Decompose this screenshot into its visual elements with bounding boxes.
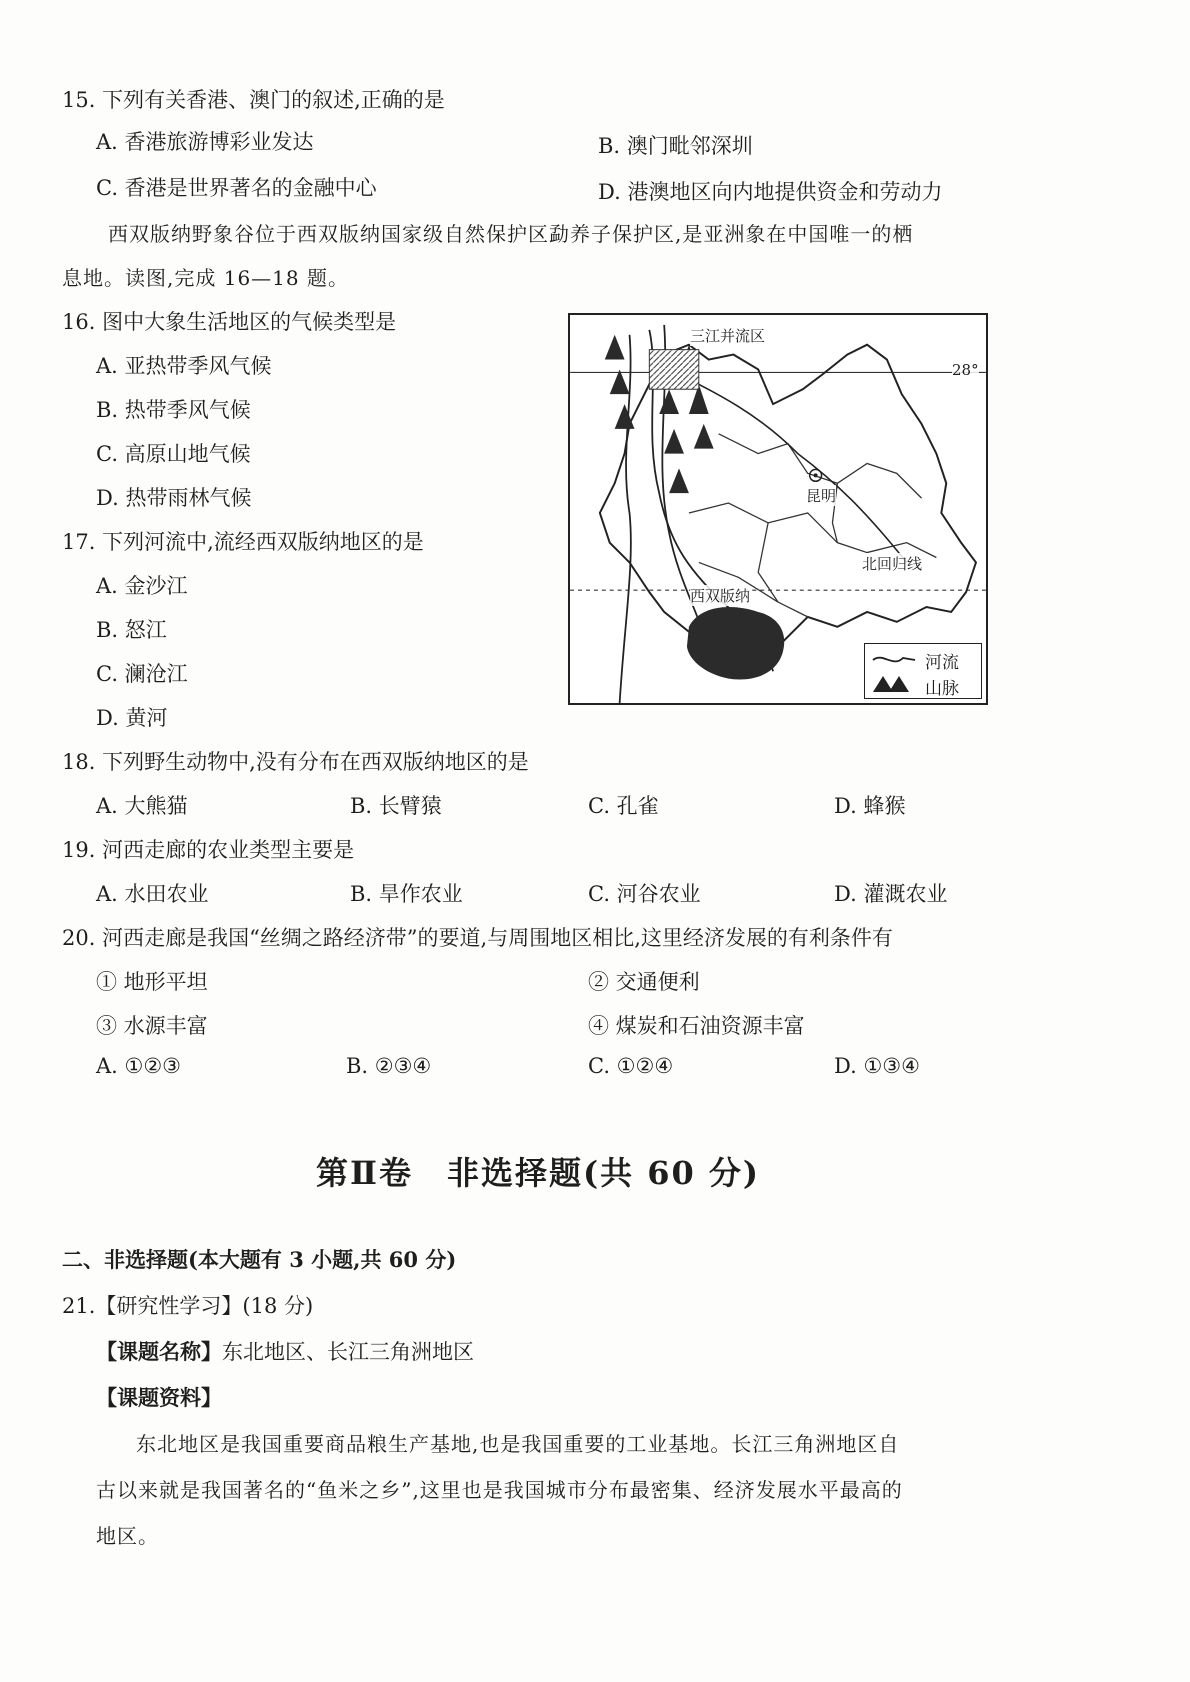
q19-option-c: C. 河谷农业: [588, 882, 701, 906]
q16-stem: 16. 图中大象生活地区的气候类型是: [62, 310, 397, 334]
legend-mountain-icon: [873, 676, 909, 692]
q20-item-2: ② 交通便利: [588, 970, 700, 994]
xishuangbanna-region: [687, 607, 784, 680]
q20-option-c: C. ①②④: [588, 1054, 674, 1078]
q16-option-a: A. 亚热带季风气候: [96, 354, 272, 378]
map-label-latitude: 28°: [952, 361, 979, 379]
province-outline: [600, 345, 976, 657]
three-rivers-area: [649, 350, 698, 390]
legend-river-label: 河流: [925, 653, 959, 673]
q15-stem: 15. 下列有关香港、澳门的叙述,正确的是: [62, 88, 445, 112]
q21-topic-value: 东北地区、长江三角洲地区: [222, 1340, 474, 1364]
river-4: [679, 374, 907, 562]
q21-paragraph-line-1: 东北地区是我国重要商品粮生产基地,也是我国重要的工业基地。长江三角洲地区自: [136, 1432, 900, 1456]
q16-option-d: D. 热带雨林气候: [96, 486, 252, 510]
internal-boundary-2: [689, 503, 936, 557]
q21-material-label: 【课题资料】: [96, 1385, 222, 1410]
q16-option-b: B. 热带季风气候: [96, 398, 251, 422]
q17-option-a: A. 金沙江: [96, 574, 188, 598]
q20-item-3: ③ 水源丰富: [96, 1014, 208, 1038]
q20-item-4: ④ 煤炭和石油资源丰富: [588, 1014, 805, 1038]
legend-river-icon: [873, 658, 915, 662]
q20-option-a: A. ①②③: [96, 1054, 181, 1078]
q20-stem: 20. 河西走廊是我国“丝绸之路经济带”的要道,与周围地区相比,这里经济发展的有利条件有: [62, 926, 893, 950]
section-2-title: 第Ⅱ卷 非选择题(共 60 分): [316, 1154, 761, 1192]
q21-stem: 21.【研究性学习】(18 分): [62, 1294, 314, 1318]
q21-paragraph-line-2: 古以来就是我国著名的“鱼米之乡”,这里也是我国城市分布最密集、经济发展水平最高的: [96, 1478, 903, 1502]
intro-line-2: 息地。读图,完成 16—18 题。: [62, 266, 349, 290]
legend-symbols: [865, 644, 981, 698]
q20-option-d: D. ①③④: [834, 1054, 920, 1078]
q20-item-1: ① 地形平坦: [96, 970, 208, 994]
q17-stem: 17. 下列河流中,流经西双版纳地区的是: [62, 530, 424, 554]
q18-option-c: C. 孔雀: [588, 794, 659, 818]
internal-boundary-3: [758, 523, 807, 617]
q18-stem: 18. 下列野生动物中,没有分布在西双版纳地区的是: [62, 750, 529, 774]
q19-option-d: D. 灌溉农业: [834, 882, 948, 906]
q20-option-b: B. ②③④: [346, 1054, 432, 1078]
q15-option-c: C. 香港是世界著名的金融中心: [96, 176, 377, 200]
q21-topic: [96, 1336, 474, 1366]
q15-option-b: B. 澳门毗邻深圳: [598, 134, 753, 158]
section-2-heading: 二、非选择题(本大题有 3 小题,共 60 分): [62, 1247, 457, 1272]
q18-option-b: B. 长臂猿: [350, 794, 442, 818]
q17-option-b: B. 怒江: [96, 618, 167, 642]
q19-option-a: A. 水田农业: [96, 882, 209, 906]
q17-option-d: D. 黄河: [96, 706, 168, 730]
map-legend: [864, 643, 982, 699]
q18-option-d: D. 蜂猴: [834, 794, 906, 818]
yunnan-map-figure: [568, 313, 988, 705]
legend-mountain-label: 山脉: [925, 679, 959, 699]
q21-paragraph-line-3: 地区。: [96, 1524, 159, 1548]
map-label-xishuangbanna: 西双版纳: [690, 587, 751, 605]
intro-line-1: 西双版纳野象谷位于西双版纳国家级自然保护区勐养子保护区,是亚洲象在中国唯一的栖: [108, 222, 914, 246]
q16-option-c: C. 高原山地气候: [96, 442, 251, 466]
q15-option-d: D. 港澳地区向内地提供资金和劳动力: [598, 180, 943, 204]
q18-option-a: A. 大熊猫: [96, 794, 188, 818]
q15-option-a: A. 香港旅游博彩业发达: [96, 130, 314, 154]
q19-option-b: B. 旱作农业: [350, 882, 463, 906]
q19-stem: 19. 河西走廊的农业类型主要是: [62, 838, 355, 862]
map-label-kunming: 昆明: [806, 487, 837, 505]
map-label-tropic: 北回归线: [862, 555, 923, 573]
q21-topic-label: 【课题名称】: [96, 1339, 222, 1364]
q17-option-c: C. 澜沧江: [96, 662, 188, 686]
map-label-sanjiang: 三江并流区: [690, 327, 766, 345]
